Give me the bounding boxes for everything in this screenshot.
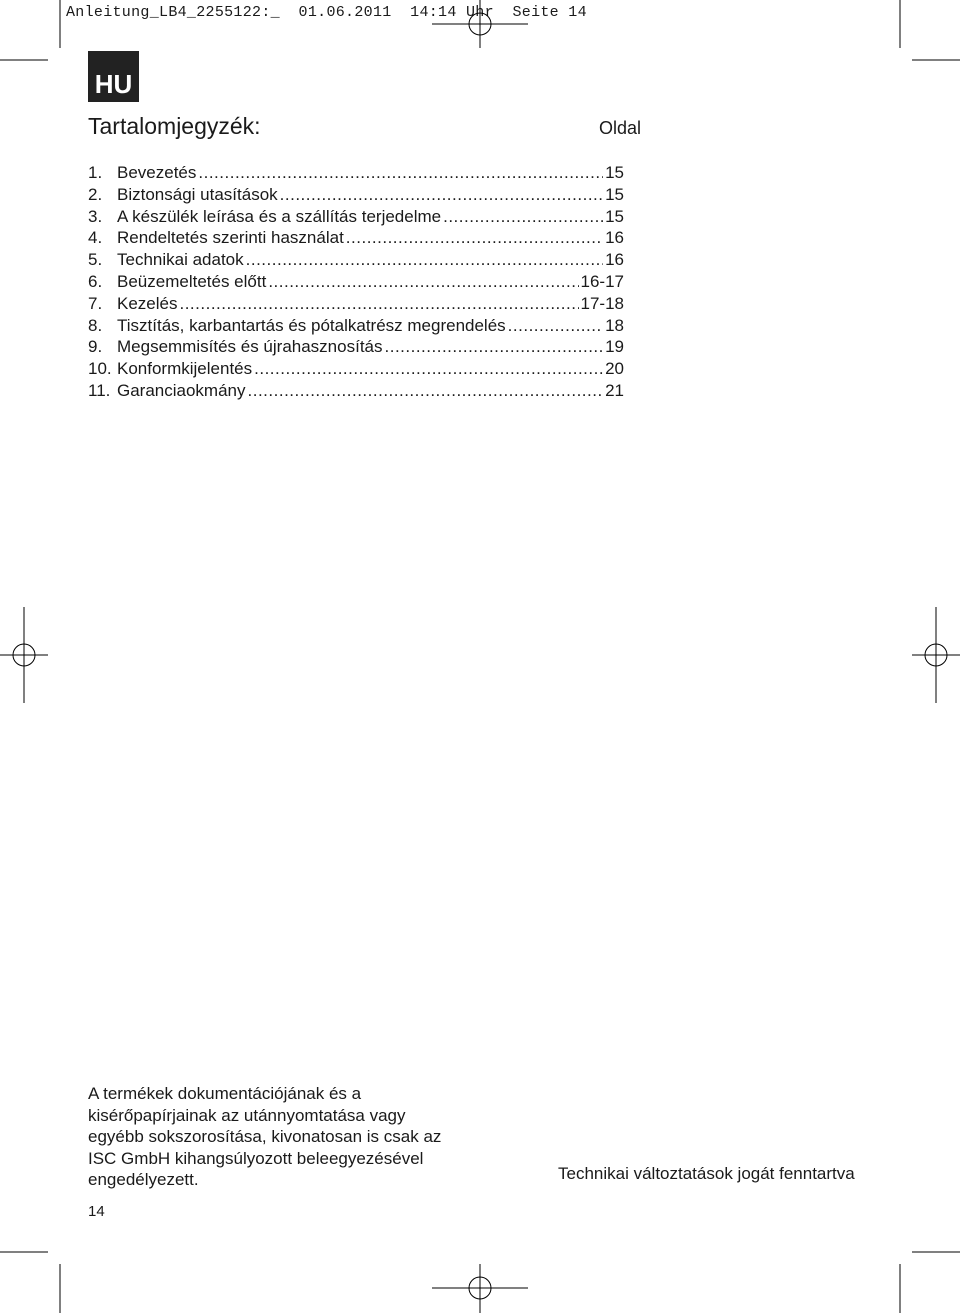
toc-page: 16-17 (580, 271, 624, 291)
toc-text: A készülék leírása és a szállítás terjedelme (117, 206, 442, 226)
toc-item[interactable] (88, 206, 624, 228)
dot-leader (443, 206, 603, 228)
toc-item[interactable] (88, 227, 624, 249)
toc-text: Bevezetés (117, 163, 197, 182)
dot-leader (385, 336, 604, 358)
dot-leader (248, 380, 604, 402)
dot-leader (246, 249, 603, 271)
notice-line: kisérőpapírjainak az utánnyomtatása vagy (88, 1105, 406, 1125)
toc-text: Konformkijelentés (117, 359, 253, 379)
dot-leader (280, 184, 603, 206)
reproduction-notice (88, 1083, 488, 1191)
toc-text: Rendeltetés szerinti használat (117, 228, 344, 248)
technical-changes-note: Technikai változtatások jogát fenntartva (558, 1164, 855, 1183)
toc-number: 8. (88, 315, 103, 335)
toc-text: Technikai adatok (117, 250, 244, 270)
toc-number: 2. (88, 184, 103, 204)
toc-page: 17-18 (580, 293, 624, 313)
notice-line: egyébb sokszorosítása, kivonatosan is csak az (88, 1127, 442, 1147)
page-column-label: Oldal (599, 118, 642, 138)
toc-page: 19 (605, 337, 624, 357)
dot-leader (198, 162, 603, 184)
toc-number: 3. (88, 206, 103, 226)
dot-leader (346, 227, 603, 249)
toc-item[interactable] (88, 293, 624, 315)
toc-item[interactable] (88, 162, 624, 184)
toc-page: 20 (605, 359, 624, 379)
toc-text: Tisztítás, karbantartás és pótalkatrész megrendelés (117, 315, 506, 335)
toc-number: 6. (88, 271, 103, 291)
dot-leader (254, 358, 603, 380)
toc-number: 7. (88, 293, 103, 313)
dot-leader (508, 315, 603, 337)
toc-number: 5. (88, 250, 103, 270)
toc-number: 1. (88, 163, 103, 182)
toc-page: 15 (605, 206, 624, 226)
table-of-contents (88, 162, 624, 402)
toc-number: 4. (88, 228, 103, 248)
toc-item[interactable] (88, 184, 624, 206)
toc-item[interactable] (88, 358, 624, 380)
page-number: 14 (88, 1203, 105, 1220)
toc-item[interactable] (88, 249, 624, 271)
toc-text: Beüzemeltetés előtt (117, 271, 267, 291)
toc-page: 15 (605, 163, 624, 182)
toc-item[interactable] (88, 315, 624, 337)
toc-text: Megsemmisítés és újrahasznosítás (117, 337, 383, 357)
toc-page: 21 (605, 380, 624, 400)
toc-item[interactable] (88, 336, 624, 358)
toc-page: 16 (605, 228, 624, 248)
dot-leader (268, 271, 578, 293)
toc-number: 9. (88, 337, 103, 357)
toc-number: 10. (88, 359, 112, 379)
toc-page: 15 (605, 184, 624, 204)
notice-line: ISC GmbH kihangsúlyozott beleegyezésével (88, 1148, 424, 1168)
toc-page: 18 (605, 315, 624, 335)
notice-line: A termékek dokumentációjának és a (88, 1084, 362, 1103)
dot-leader (179, 293, 578, 315)
toc-item[interactable] (88, 271, 624, 293)
toc-number: 11. (88, 380, 111, 400)
toc-page: 16 (605, 250, 624, 270)
toc-text: Kezelés (117, 293, 178, 313)
print-slug: Anleitung_LB4_2255122:_ 01.06.2011 14:14 Uhr Seite 14 (66, 4, 587, 21)
notice-line: engedélyezett. (88, 1170, 199, 1190)
language-badge: HU (88, 51, 139, 102)
toc-item[interactable] (88, 380, 624, 402)
toc-text: Garanciaokmány (117, 380, 246, 400)
toc-title: Tartalomjegyzék: (88, 113, 261, 139)
toc-text: Biztonsági utasítások (117, 184, 278, 204)
